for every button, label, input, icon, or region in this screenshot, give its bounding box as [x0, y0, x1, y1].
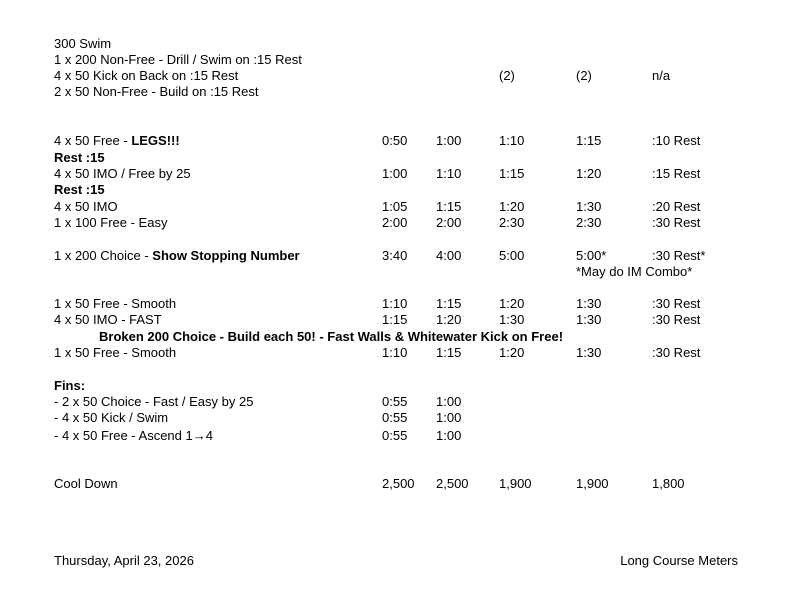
interval-cell: 1:10 [382, 345, 408, 360]
rest-line: Rest :15 [54, 182, 105, 197]
set-label-text: 4 x 50 Free - [54, 133, 132, 148]
total-yardage-cell: 1,800 [652, 476, 685, 491]
interval-cell: 1:10 [436, 166, 462, 181]
total-yardage-cell: 1,900 [499, 476, 532, 491]
interval-cell: 1:20 [499, 199, 525, 214]
footer-date: Thursday, April 23, 2026 [54, 553, 194, 568]
interval-cell: 1:30 [576, 199, 602, 214]
interval-cell: 2:00 [436, 215, 462, 230]
rest-cell: :15 Rest [652, 166, 701, 181]
interval-cell: 0:55 [382, 394, 408, 409]
interval-cell: 1:00 [436, 428, 462, 443]
interval-cell: 1:20 [499, 296, 525, 311]
rest-cell: :30 Rest [652, 215, 701, 230]
set-label-text: 1 x 200 Choice - [54, 248, 153, 263]
interval-cell: 1:15 [499, 166, 525, 181]
set-emphasis: LEGS!!! [131, 133, 180, 148]
set-label [54, 248, 300, 264]
interval-cell: 4:00 [436, 248, 462, 263]
interval-cell: 1:30 [576, 345, 602, 360]
total-yardage-cell: 1,900 [576, 476, 609, 491]
broken-200-instruction: Broken 200 Choice - Build each 50! - Fast Walls & Whitewater Kick on Free! [99, 329, 564, 344]
fins-set-label: - 4 x 50 Free - Ascend 1→4 [54, 428, 213, 443]
rest-cell: :30 Rest* [652, 248, 706, 263]
warmup-line: 4 x 50 Kick on Back on :15 Rest [54, 68, 239, 83]
interval-cell: (2) [499, 68, 515, 83]
footnote: *May do IM Combo* [576, 264, 693, 279]
cooldown-label: Cool Down [54, 476, 118, 491]
total-yardage-cell: 2,500 [436, 476, 469, 491]
interval-cell: 0:55 [382, 428, 408, 443]
interval-cell: 1:00 [436, 410, 462, 425]
warmup-line: 1 x 200 Non-Free - Drill / Swim on :15 Rest [54, 52, 302, 67]
total-yardage-cell: 2,500 [382, 476, 415, 491]
rest-line: Rest :15 [54, 150, 105, 165]
interval-cell: 1:15 [436, 199, 462, 214]
set-label: 1 x 50 Free - Smooth [54, 296, 177, 311]
interval-cell: n/a [652, 68, 671, 83]
interval-cell: 2:30 [576, 215, 602, 230]
rest-cell: :30 Rest [652, 312, 701, 327]
interval-cell: 1:15 [436, 296, 462, 311]
set-label [54, 133, 180, 149]
interval-cell: 1:10 [382, 296, 408, 311]
interval-cell: 1:15 [436, 345, 462, 360]
interval-cell: 1:15 [576, 133, 602, 148]
interval-cell: 1:00 [436, 133, 462, 148]
interval-cell: 1:15 [382, 312, 408, 327]
interval-cell: 2:00 [382, 215, 408, 230]
fins-heading: Fins: [54, 378, 86, 393]
set-label: 1 x 50 Free - Smooth [54, 345, 177, 360]
set-label: 4 x 50 IMO [54, 199, 118, 214]
interval-cell: 1:10 [499, 133, 525, 148]
rest-cell: :30 Rest [652, 345, 701, 360]
interval-cell: 1:30 [576, 296, 602, 311]
interval-cell: 0:50 [382, 133, 408, 148]
warmup-line: 2 x 50 Non-Free - Build on :15 Rest [54, 84, 259, 99]
rest-cell: :30 Rest [652, 296, 701, 311]
set-emphasis: Show Stopping Number [152, 248, 300, 263]
interval-cell: 1:05 [382, 199, 408, 214]
interval-cell: 2:30 [499, 215, 525, 230]
rest-cell: :20 Rest [652, 199, 701, 214]
interval-cell: 1:00 [382, 166, 408, 181]
set-label: 1 x 100 Free - Easy [54, 215, 168, 230]
interval-cell: 3:40 [382, 248, 408, 263]
interval-cell: (2) [576, 68, 592, 83]
interval-cell: 0:55 [382, 410, 408, 425]
interval-cell: 1:30 [499, 312, 525, 327]
interval-cell: 1:00 [436, 394, 462, 409]
set-label: 4 x 50 IMO - FAST [54, 312, 162, 327]
interval-cell: 5:00* [576, 248, 607, 263]
interval-cell: 1:30 [576, 312, 602, 327]
set-label: 4 x 50 IMO / Free by 25 [54, 166, 191, 181]
interval-cell: 1:20 [499, 345, 525, 360]
fins-set-label: - 2 x 50 Choice - Fast / Easy by 25 [54, 394, 254, 409]
footer-course: Long Course Meters [620, 553, 738, 568]
warmup-line: 300 Swim [54, 36, 112, 51]
interval-cell: 1:20 [576, 166, 602, 181]
interval-cell: 5:00 [499, 248, 525, 263]
interval-cell: 1:20 [436, 312, 462, 327]
rest-cell: :10 Rest [652, 133, 701, 148]
fins-set-label: - 4 x 50 Kick / Swim [54, 410, 169, 425]
